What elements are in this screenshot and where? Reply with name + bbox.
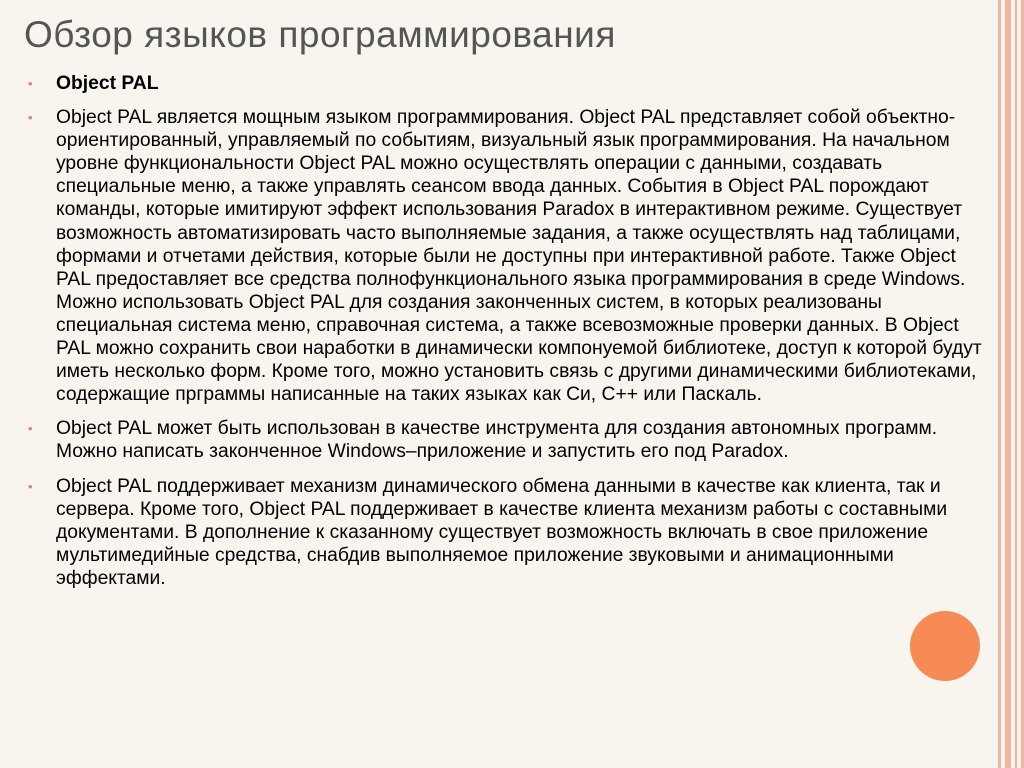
- list-item: [28, 72, 994, 95]
- right-decorative-stripes: [994, 0, 1024, 768]
- stripe: [1005, 0, 1011, 768]
- stripe: [998, 0, 1001, 768]
- list-item: [28, 417, 994, 463]
- bullet-text: Object PAL является мощным языком программирования. Object PAL представляет собой объектно-ориентированный, управляемый по событиям, визуальный язык программирования. На начальном уровне функциональности Object PAL можно осуществлять операции с данными, создавать специальные меню, а также управлять сеансом ввода данных. События в Object PAL порождают команды, которые имитируют эффект использования Paradox в интерактивном режиме. Существует возможность автоматизировать часто выполняемые задания, а также осуществлять над таблицами, формами и отчетами действия, которые были не доступны при интерактивной работе. Также Object PAL предоставляет все средства полнофункционального языка программирования в среде Windows. Можно использовать Object PAL для создания законченных систем, в которых реализованы специальная система меню, справочная система, а также всевозможные проверки данных. В Object PAL можно сохранить свои наработки в динамически компонуемой библиотеке, доступ к которой будут иметь несколько форм. Кроме того, можно установить связь с другими динамическими библиотеками, содержащие прграммы написанные на таких языках как Си, С++ или Паскаль.: [56, 107, 982, 406]
- bullet-text: Object PAL: [56, 73, 159, 94]
- bullet-icon: •: [28, 421, 33, 437]
- slide-title: Обзор языков программирования: [24, 14, 616, 55]
- bullet-icon: •: [28, 110, 33, 126]
- decorative-circle: [910, 611, 980, 681]
- bullet-icon: •: [28, 76, 33, 91]
- stripe: [1015, 0, 1018, 768]
- bullet-text: Object PAL поддерживает механизм динамического обмена данными в качестве как клиента, так и сервера. Кроме того, Object PAL поддерживает в качестве клиента механизм работы с составными документами. В дополнение к сказанному существует возможность включать в свое приложение мультимедийные средства, снабдив выполняемое приложение звуковыми и анимационными эффектами.: [56, 475, 948, 589]
- bullet-list: [28, 72, 994, 601]
- list-item: [28, 106, 994, 406]
- list-item: [28, 475, 994, 590]
- bullet-text: Object PAL может быть использован в качестве инструмента для создания автономных программ. Можно написать законченное Windows–приложение и запустить его под Paradox.: [56, 418, 938, 463]
- bullet-icon: •: [28, 478, 33, 494]
